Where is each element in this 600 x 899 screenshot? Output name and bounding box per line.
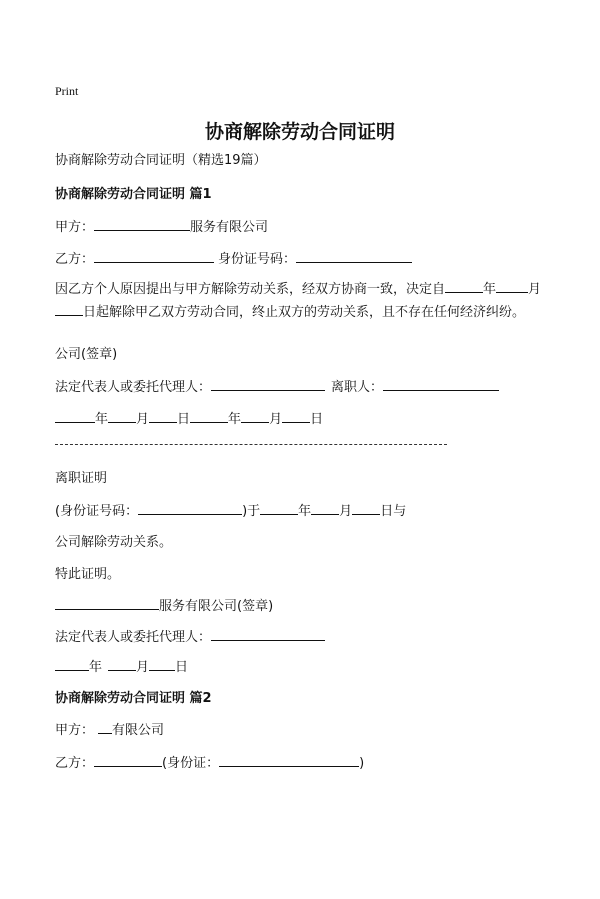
article-2-party-a-suffix: 有限公司	[112, 723, 165, 738]
start-month-blank	[496, 282, 528, 293]
certificate-id-blank	[138, 502, 242, 515]
cert-date-year-label: 年	[89, 660, 103, 675]
page-title: 协商解除劳动合同证明	[204, 121, 395, 143]
cert-day-blank	[352, 502, 380, 515]
cert-year-blank	[260, 502, 298, 515]
legal-rep-label: 法定代表人或委托代理人：	[55, 380, 212, 395]
party-b-line	[55, 250, 412, 269]
party-a-company-suffix: 服务有限公司	[190, 220, 269, 235]
termination-text-part-2: 日起解除甲乙双方劳动合同，终止双方的劳动关系，且不存在任何经济纠纷。	[83, 305, 526, 320]
date1-year-label: 年	[95, 412, 109, 427]
date2-year-blank	[190, 410, 228, 423]
date2-month-blank	[241, 410, 269, 423]
cert-date-month-blank	[108, 658, 136, 671]
date2-year-label: 年	[228, 412, 242, 427]
article-2-id-close: )	[359, 756, 365, 771]
certificate-legal-rep-label: 法定代表人或委托代理人：	[55, 630, 212, 645]
certificate-id-label: (身份证号码：	[55, 504, 139, 519]
date1-month-label: 月	[136, 412, 150, 427]
company-seal-line: 公司(签章)	[55, 347, 118, 362]
article-2-id-blank	[219, 754, 359, 767]
article-2-party-b-line	[55, 754, 364, 773]
certificate-legal-rep-blank	[211, 628, 325, 641]
date2-day-blank	[282, 410, 310, 423]
article-2-party-a-label: 甲方：	[55, 723, 95, 738]
party-b-blank	[94, 250, 214, 263]
certificate-company-line: 公司解除劳动关系。	[55, 535, 173, 550]
start-month-label: 月	[528, 282, 542, 297]
cert-month-blank	[311, 502, 339, 515]
section-divider	[55, 444, 447, 445]
cert-month-label: 月	[339, 504, 353, 519]
certificate-legal-rep-line	[55, 628, 325, 647]
signature-line	[55, 378, 499, 397]
article-2-heading: 协商解除劳动合同证明 篇2	[55, 691, 212, 706]
certificate-seal-label: 服务有限公司(签章)	[159, 599, 274, 614]
start-year-blank	[445, 282, 483, 293]
termination-text-part-1: 因乙方个人原因提出与甲方解除劳动关系，经双方协商一致，决定自	[55, 282, 446, 297]
cert-company-blank	[55, 597, 159, 610]
print-link[interactable]: Print	[55, 84, 79, 98]
date1-month-blank	[108, 410, 136, 423]
start-day-blank	[55, 305, 83, 316]
start-year-label: 年	[483, 282, 497, 297]
article-1-heading: 协商解除劳动合同证明 篇1	[55, 187, 212, 202]
termination-paragraph	[55, 278, 550, 324]
certificate-seal-line	[55, 597, 273, 616]
article-2-party-a-blank	[98, 721, 112, 734]
leaving-person-label: 离职人：	[331, 380, 384, 395]
article-2-party-a-line	[55, 721, 164, 740]
legal-rep-blank	[211, 378, 325, 391]
cert-year-label: 年	[298, 504, 312, 519]
date1-year-blank	[55, 410, 95, 423]
certificate-date-line	[55, 658, 188, 677]
date1-day-label: 日	[177, 412, 191, 427]
certificate-hereby-line: 特此证明。	[55, 567, 121, 582]
cert-date-month-label: 月	[136, 660, 150, 675]
date2-day-label: 日	[310, 412, 324, 427]
certificate-title: 离职证明	[55, 471, 108, 486]
article-2-party-b-label: 乙方：	[55, 756, 95, 771]
article-2-id-label: (身份证：	[162, 756, 220, 771]
id-number-label: 身份证号码：	[218, 252, 297, 267]
date1-day-blank	[149, 410, 177, 423]
party-a-blank	[94, 218, 190, 231]
cert-day-with-label: 日与	[380, 504, 407, 519]
certificate-id-line	[55, 502, 406, 521]
leaving-person-blank	[383, 378, 499, 391]
cert-date-day-blank	[149, 658, 175, 671]
party-b-label: 乙方：	[55, 252, 95, 267]
party-a-line	[55, 218, 268, 237]
signature-dates-line	[55, 410, 323, 429]
cert-date-day-label: 日	[175, 660, 189, 675]
id-number-blank	[296, 250, 412, 263]
article-2-party-b-blank	[94, 754, 162, 767]
certificate-at-label: )于	[242, 504, 261, 519]
party-a-label: 甲方：	[55, 220, 95, 235]
date2-month-label: 月	[269, 412, 283, 427]
document-subtitle: 协商解除劳动合同证明（精选19篇）	[55, 153, 267, 168]
cert-date-year-blank	[55, 658, 89, 671]
